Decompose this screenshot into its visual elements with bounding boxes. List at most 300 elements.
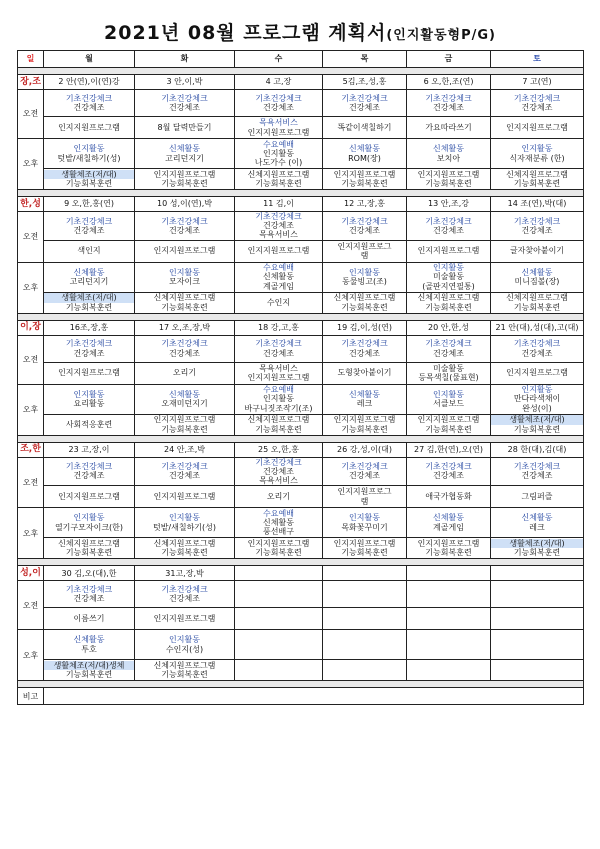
program-cell [323,538,407,559]
program-line: 인지지원프로그램 [506,368,568,378]
program-line: 인지지원프로그램 [506,122,568,132]
program-line: 신체활동 [349,144,380,154]
program-line: 건강체조 [169,225,200,235]
program-cell [135,292,235,313]
program-cell [44,139,135,169]
header-tuesday: 화 [135,51,235,68]
program-cell [323,292,407,313]
header-friday: 금 [407,51,491,68]
program-line: 인지지원프로그램 [153,169,216,179]
program-line: 건강체조 [73,103,105,112]
program-line: 건강체조 [169,471,200,481]
program-cell [135,508,235,538]
program-line: 인지활동 [263,394,294,404]
program-cell [323,660,407,681]
program-line: 인지지원프로그램 [153,492,216,502]
program-line: 인지지원프로그 [337,241,392,251]
program-line: 신체지원프로그램 [153,293,216,303]
program-cell [323,508,407,538]
program-cell [323,457,407,486]
program-row-pm2 [18,660,584,681]
program-line: 레크 [529,522,545,532]
slot-am-label: 오전 [18,457,44,508]
program-cell [407,414,491,435]
program-line: 기초건강체크 [255,339,302,349]
program-line: 기능회복훈련 [425,179,472,188]
program-line: 수인지(성) [165,644,204,654]
program-cell [44,538,135,559]
program-line: 신체지원프로그램 [153,538,216,548]
program-line: 신체지원프로그램 [58,538,120,548]
program-line: 건강체조 [73,471,105,481]
slot-am-label: 오전 [18,90,44,139]
program-line: 기능회복훈련 [65,548,113,558]
program-line: 건강체조 [433,348,464,358]
program-line: 색인지 [77,246,101,256]
program-cell [407,335,491,362]
program-line: 수요예배 [263,385,294,395]
slot-am-label: 오전 [18,212,44,263]
program-row-am1 [18,581,584,608]
program-line: 인지지원프로그 [337,487,392,497]
program-row-pm1 [18,384,584,414]
separator-cell [18,68,584,75]
program-cell [135,90,235,117]
day-date-cell [491,566,584,581]
program-row-pm1 [18,139,584,169]
program-line: 인지지원프로그램 [58,368,120,378]
program-row-pm2 [18,169,584,190]
program-cell [235,457,323,486]
program-line: 오리기 [172,368,197,378]
program-cell [135,486,235,508]
program-cell [491,362,584,384]
slot-pm-label: 오후 [18,630,44,681]
program-cell [323,262,407,292]
program-line: 미술활동 [433,363,464,373]
program-line: 기능회복훈련 [341,302,388,312]
program-cell [235,240,323,262]
program-row-am2 [18,117,584,139]
program-line: 기능회복훈련 [161,302,208,312]
program-line: 건강체조 [263,103,294,112]
program-cell [407,608,491,630]
day-date-cell: 26 강,성,이(대) [323,442,407,457]
program-line: 인지지원프로그램 [417,169,480,179]
day-date-cell: 10 성,이(연),박 [135,197,235,212]
program-line: 기능회복훈련 [513,179,561,188]
program-cell [135,169,235,190]
program-line: 그림퍼즐 [521,492,553,502]
schedule-table [17,50,584,705]
program-line: 신체지원프로그램 [247,415,310,425]
program-line: 오재미던지기 [161,399,208,409]
program-cell [323,362,407,384]
program-cell [323,384,407,414]
program-line: 건강체조 [349,225,380,235]
program-cell [407,486,491,508]
day-date-cell: 28 한(대),김(대) [491,442,584,457]
program-cell [491,457,584,486]
program-line: 신체활동 [433,513,464,523]
program-cell [491,262,584,292]
week-date-row [18,320,584,335]
program-cell [235,660,323,681]
program-line: 기초건강체크 [513,216,561,226]
program-line: 건강체조 [169,594,200,604]
program-line: 계골게임 [263,281,294,291]
day-date-cell: 24 안,조,박 [135,442,235,457]
program-line: 건강체조 [433,225,464,235]
program-cell [44,486,135,508]
program-line: 이름쓰기 [73,614,105,624]
program-line: 건강체조 [521,348,553,358]
program-line: 텃밭/새칠하기(성) [152,522,217,532]
program-line: 램 [360,496,369,506]
program-line: 건강체조 [433,471,464,481]
program-line: 요리활동 [73,399,105,409]
program-line: 인지활동 [433,389,464,399]
program-line: 건강체조 [73,225,105,235]
program-cell [44,630,135,660]
program-line: 기능회복훈련 [161,424,208,434]
program-line: 신체활동 [521,513,553,523]
weekday-header-row [18,51,584,68]
program-cell [235,139,323,169]
program-cell [491,139,584,169]
day-date-cell: 27 김,한(연),오(연) [407,442,491,457]
program-line: 기초건강체크 [161,339,208,349]
program-cell [135,335,235,362]
header-wednesday: 수 [235,51,323,68]
program-cell [323,630,407,660]
program-row-pm1 [18,508,584,538]
program-cell [135,581,235,608]
program-line: 신체활동 [263,272,294,282]
program-line: 건강체조 [521,471,553,481]
program-cell [491,240,584,262]
program-cell [44,117,135,139]
program-line: 건강체조 [349,471,380,481]
program-line: 기초건강체크 [65,93,113,103]
program-cell [407,292,491,313]
program-cell [323,335,407,362]
program-line: 목화꽃꾸미기 [341,522,388,532]
program-cell [235,630,323,660]
program-cell [491,660,584,681]
program-line: 기초건강체크 [341,462,388,472]
program-line: 기능회복훈련 [161,548,208,558]
program-row-pm1 [18,262,584,292]
program-line: 건강체조 [521,225,553,235]
day-date-cell: 3 안,이,박 [135,75,235,90]
program-line: 신체활동 [169,144,200,154]
header-monday: 월 [44,51,135,68]
program-line: 동물빙고(조) [342,277,387,287]
separator-cell [18,435,584,442]
program-cell [407,508,491,538]
program-cell [44,608,135,630]
program-line: 인지활동 [433,263,464,273]
program-line: 기초건강체크 [255,212,302,221]
program-line: 신체지원프로그램 [247,169,310,179]
program-cell [491,169,584,190]
program-line: 바구니짓조작기(조) [244,403,313,413]
program-line: 인지지원프로그램 [417,415,480,425]
program-line: 생활체조(저/대) [491,539,583,548]
program-line: 열기구모자이크(한) [54,522,124,532]
program-cell [135,212,235,241]
day-date-cell: 31고,장,박 [135,566,235,581]
program-cell [235,292,323,313]
program-cell [44,508,135,538]
program-cell [323,90,407,117]
program-line: 램 [360,251,369,261]
program-line: 8월 달력만들기 [157,122,212,132]
program-line: 인지지원프로그램 [333,169,396,179]
program-line: 신체활동 [263,518,294,528]
program-line: 등목색칠(물표현) [418,373,479,383]
program-cell [135,139,235,169]
program-cell [407,384,491,414]
program-line: 기초건강체크 [425,93,472,103]
program-line: 미술활동 [433,272,464,282]
program-line: 건강체조 [521,103,553,112]
program-cell [135,630,235,660]
program-line: 기능회복훈련 [513,424,561,434]
program-cell [235,335,323,362]
program-line: 인지지원프로그램 [333,538,396,548]
program-line: 기초건강체크 [161,584,208,594]
program-line: 기초건강체크 [65,584,113,594]
week-date-row [18,197,584,212]
program-line: 가요따라쓰기 [425,122,472,132]
program-cell [323,414,407,435]
day-date-cell: 19 김,이,성(연) [323,320,407,335]
program-line: 인지활동 [169,635,200,645]
header-sunday: 일 [18,51,44,68]
program-cell [491,486,584,508]
program-line: 완성(이) [522,403,552,413]
program-line: 기초건강체크 [425,216,472,226]
program-cell [235,212,323,241]
program-line: 기초건강체크 [513,93,561,103]
program-cell [235,414,323,435]
program-line: 건강체조 [263,348,294,358]
program-line: 기초건강체크 [341,339,388,349]
program-line: 텃밭/새칠하기(성) [57,153,121,163]
program-cell [135,538,235,559]
program-cell [491,508,584,538]
program-cell [407,581,491,608]
day-date-cell: 25 오,한,홍 [235,442,323,457]
program-cell [235,384,323,414]
day-date-cell: 4 고,장 [235,75,323,90]
program-line: 만다라색채이 [513,394,561,404]
program-line: 인지활동 [521,144,553,154]
day-date-cell [235,566,323,581]
program-line: 신체활동 [521,267,553,277]
program-row-pm1 [18,630,584,660]
program-line: 모자이크 [169,277,200,287]
program-cell [135,608,235,630]
program-line: 계골게임 [433,522,464,532]
program-cell [407,240,491,262]
program-row-am2 [18,240,584,262]
program-cell [135,362,235,384]
program-line: 기능회복훈련 [161,179,208,188]
remarks-cell [44,688,584,705]
program-line: 기능회복훈련 [65,179,113,188]
program-line: 기초건강체크 [161,216,208,226]
week-staff-label: 조,한 [18,442,44,457]
program-line: 목욕서비스 [259,475,298,485]
program-line: 신체활동 [73,635,105,645]
program-cell [407,169,491,190]
program-cell [135,262,235,292]
program-line: 인지지원프로그램 [58,492,120,502]
program-cell [235,90,323,117]
title-sub: (인지활동형P/G) [386,28,496,43]
program-cell [235,262,323,292]
program-cell [407,262,491,292]
program-cell [135,660,235,681]
day-date-cell: 18 강,고,홍 [235,320,323,335]
program-cell [491,117,584,139]
program-row-am1 [18,212,584,241]
program-cell [235,538,323,559]
header-thursday: 목 [323,51,407,68]
program-cell [44,262,135,292]
program-line: 기능회복훈련 [513,548,561,558]
program-cell [407,362,491,384]
program-line: 기능회복훈련 [341,179,388,188]
program-line: 기능회복훈련 [255,548,302,558]
program-line: 기능회복훈련 [161,670,208,680]
program-cell [407,212,491,241]
program-cell [491,608,584,630]
program-line: 기초건강체크 [425,462,472,472]
program-cell [491,538,584,559]
remarks-row [18,688,584,705]
program-line: 기초건강체크 [65,339,113,349]
week-date-row [18,566,584,581]
week-date-row [18,75,584,90]
program-line: 인지활동 [349,513,380,523]
day-date-cell: 6 오,한,조(연) [407,75,491,90]
program-cell [323,169,407,190]
program-line: 기초건강체크 [513,339,561,349]
day-date-cell [407,566,491,581]
program-line: 인지지원프로그램 [153,415,216,425]
day-date-cell: 11 김,이 [235,197,323,212]
program-line: 건강체조 [349,348,380,358]
program-line: 나도가수 (이) [254,158,303,168]
program-line: 기능회복훈련 [513,302,561,312]
program-line: 건강체조 [169,103,200,112]
program-line: 기능회복훈련 [341,424,388,434]
program-line: 인지활동 [73,144,105,154]
program-row-am2 [18,486,584,508]
program-line: 건강체조 [73,594,105,604]
program-line: 기초건강체크 [255,93,302,103]
program-cell [44,90,135,117]
day-date-cell: 14 조(연),박(대) [491,197,584,212]
program-line: 인지활동 [349,267,380,277]
program-line: 인지활동 [521,385,553,395]
program-line: 신체지원프로그램 [506,169,568,179]
program-row-pm2 [18,292,584,313]
program-line: 인지지원프로그램 [247,373,310,383]
program-line: 건강체조 [169,348,200,358]
program-line: 목욕서비스 [259,230,298,240]
program-cell [44,240,135,262]
program-line: 기초건강체크 [161,462,208,472]
program-line: 인지지원프로그램 [247,127,310,137]
week-separator [18,559,584,566]
program-cell [491,212,584,241]
day-date-cell [323,566,407,581]
separator-cell [18,190,584,197]
week-staff-label: 한,성 [18,197,44,212]
program-cell [44,384,135,414]
program-line: 건강체조 [263,221,294,231]
separator-cell [18,313,584,320]
program-line: 인지활동 [73,513,105,523]
program-line: 신체지원프로그램 [153,660,216,670]
program-line: 인지지원프로그램 [247,246,310,256]
program-cell [44,660,135,681]
program-line: 목욕서비스 [259,118,298,128]
document-title [0,18,600,45]
program-cell [407,630,491,660]
program-cell [491,292,584,313]
program-cell [44,362,135,384]
program-cell [323,486,407,508]
program-cell [44,335,135,362]
slot-pm-label: 오후 [18,508,44,559]
day-date-cell: 7 고(연) [491,75,584,90]
program-cell [135,240,235,262]
header-saturday: 토 [491,51,584,68]
program-cell [44,457,135,486]
program-line: 기초건강체크 [341,216,388,226]
program-line: 똑같이색칠하기 [337,122,392,132]
program-cell [44,212,135,241]
program-line: 기능회복훈련 [425,424,472,434]
program-line: 기능회복훈련 [65,670,113,680]
separator-cell [18,681,584,688]
day-date-cell: 20 안,한,성 [407,320,491,335]
program-cell [491,335,584,362]
program-cell [135,457,235,486]
program-cell [135,384,235,414]
day-date-cell: 5김,조,성,홍 [323,75,407,90]
program-line: 건강체조 [73,348,105,358]
program-line: 기능회복훈련 [255,424,302,434]
program-line: 애국가협동화 [425,492,472,502]
program-line: 기능회복훈련 [341,548,388,558]
program-cell [407,90,491,117]
program-line: 생활체조(저/대) [491,415,583,424]
program-line: 인지활동 [263,148,294,158]
program-line: 고리던지기 [165,153,204,163]
remarks-label: 비고 [18,688,44,705]
separator-cell [18,559,584,566]
program-cell [235,362,323,384]
program-line: 기능회복훈련 [425,548,472,558]
program-cell [407,457,491,486]
